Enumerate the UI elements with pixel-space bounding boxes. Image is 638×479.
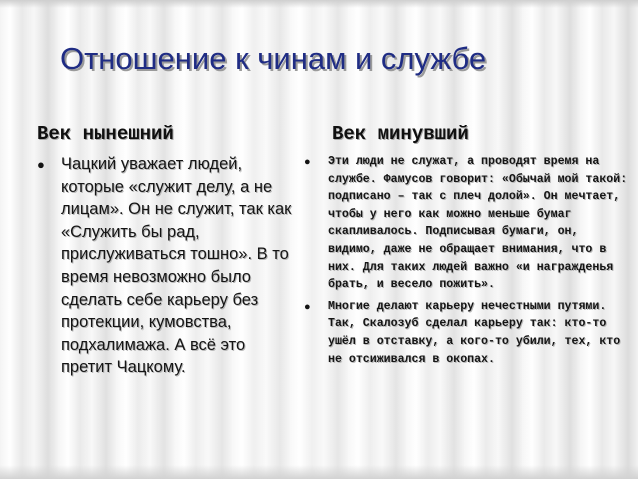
bullet-icon: ● (304, 300, 311, 313)
right-column-heading: Век минувший (332, 123, 469, 145)
bullet-icon: ● (304, 156, 311, 168)
right-item-text: Эти люди не служат, а проводят время на службе. Фамусов говорит: «Обычай мой такой: подписано – так с плеч долой». Он мечтает, чтобы у него как можно меньше бумаг скапливалось. Подписывая бумаги, он, видимо, даже не обращает внимания, что в них. Для таких людей важно «и награжденья брать, и весело пожить». (328, 155, 628, 292)
list-item (37, 153, 299, 379)
left-column-list (37, 153, 299, 379)
list-item (304, 298, 634, 368)
left-column-heading: Век нынешний (37, 123, 174, 145)
right-item-text: Многие делают карьеру нечестными путями. Так, Скалозуб сделал карьеру так: кто-то ушёл в отставку, а кого-то убили, тех, кто не отсиживался в окопах. (328, 299, 621, 366)
left-item-text: Чацкий уважает людей, которые «служит делу, а не лицам». Он не служит, так как «Служить бы рад, прислуживаться тошно». В то время невозможно было сделать себе карьеру без протекции, кумовства, подхалимажа. А всё это претит Чацкому. (61, 155, 292, 377)
bullet-icon: ● (37, 157, 45, 172)
right-column-list (304, 153, 634, 368)
list-item (304, 153, 634, 294)
slide-title: Отношение к чинам и службе (60, 41, 487, 76)
